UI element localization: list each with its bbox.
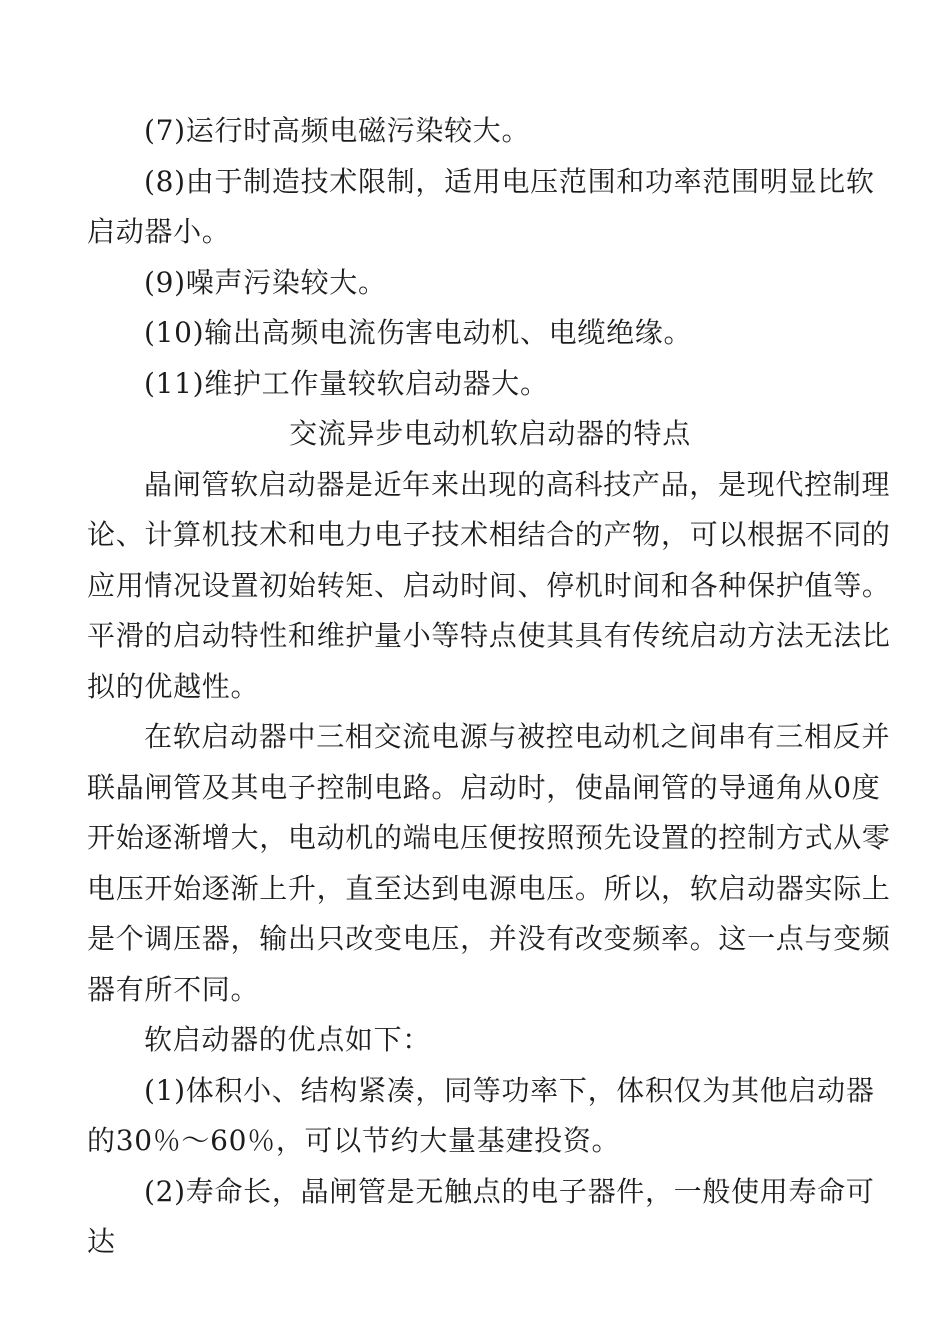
advantage-item-2: (2)寿命长，晶闸管是无触点的电子器件，一般使用寿命可达 bbox=[87, 1174, 875, 1258]
paragraph-intro: 晶闸管软启动器是近年来出现的高科技产品，是现代控制理论、计算机技术和电力电子技术相结合的产物，可以根据不同的应用情况设置初始转矩、启动时间、停机时间和各种保护值等。平滑的启动特性和维护量小等特点使其具有传统启动方法无法比拟的优越性。 bbox=[87, 467, 891, 703]
advantage-item-1: (1)体积小、结构紧凑，同等功率下，体积仅为其他启动器的30％～60％，可以节约大量基建投资。 bbox=[87, 1073, 875, 1157]
section-heading: 交流异步电动机软启动器的特点 bbox=[289, 417, 691, 450]
paragraph-item-9: (9)噪声污染较大。 bbox=[144, 265, 387, 299]
paragraph-principle: 在软启动器中三相交流电源与被控电动机之间串有三相反并联晶闸管及其电子控制电路。启动时，使晶闸管的导通角从0度开始逐渐增大，电动机的端电压便按照预先设置的控制方式从零电压开始逐渐上升，直至达到电源电压。所以，软启动器实际上是个调压器，输出只改变电压，并没有改变频率。这一点与变频器有所不同。 bbox=[87, 720, 891, 1006]
document-body bbox=[87, 106, 893, 1268]
paragraph-item-11: (11)维护工作量较软启动器大。 bbox=[144, 366, 549, 400]
paragraph-item-8: (8)由于制造技术限制，适用电压范围和功率范围明显比软启动器小。 bbox=[87, 164, 875, 248]
paragraph-item-10: (10)输出高频电流伤害电动机、电缆绝缘。 bbox=[144, 316, 693, 349]
paragraph-advantages-lead: 软启动器的优点如下： bbox=[144, 1023, 432, 1056]
paragraph-item-7: (7)运行时高频电磁污染较大。 bbox=[144, 114, 531, 147]
